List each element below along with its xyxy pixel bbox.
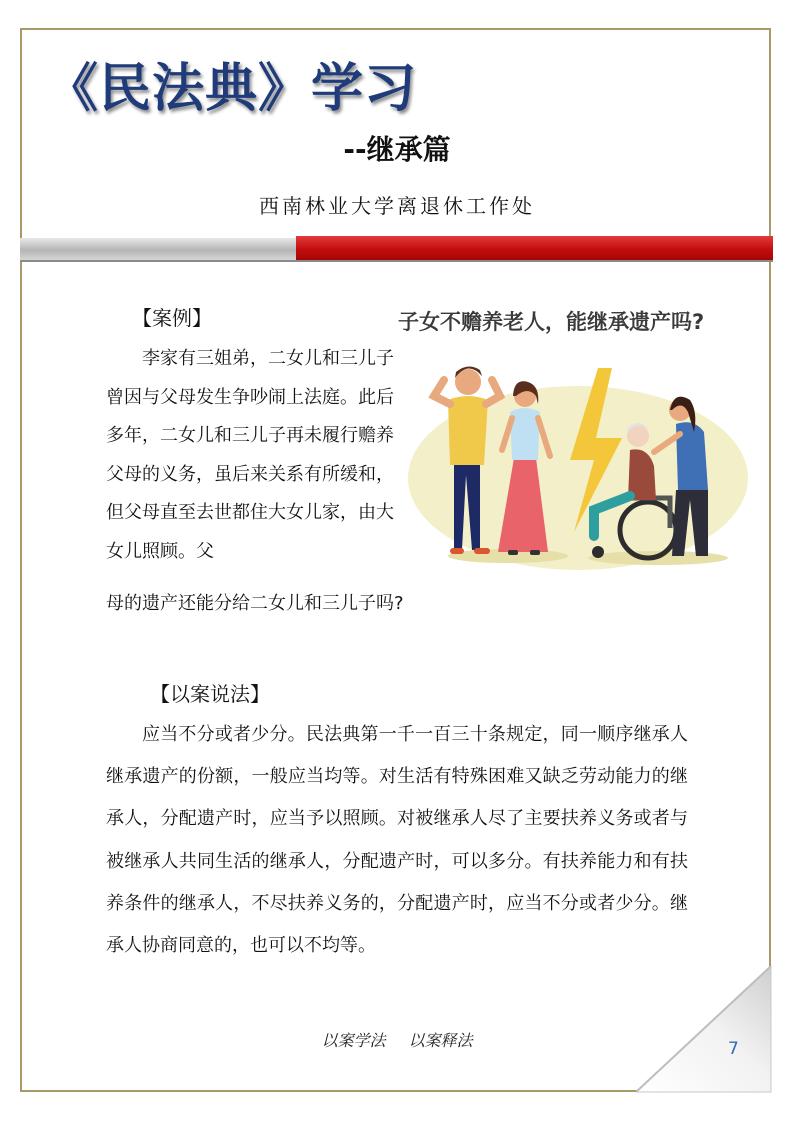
- case-paragraph-tail: 母的遗产还能分给二女儿和三儿子吗?: [106, 593, 404, 614]
- organization-name: 西南林业大学离退休工作处: [259, 194, 535, 218]
- case-illustration: [398, 300, 748, 580]
- sub-title: --继承篇: [343, 133, 451, 166]
- family-conflict-illustration: [398, 300, 748, 580]
- page-number: 7: [728, 1039, 739, 1059]
- header-divider-red: [296, 236, 773, 260]
- header-divider-line: [20, 260, 773, 262]
- law-heading: 【以案说法】: [150, 682, 270, 706]
- footer-motto: 以案学法 以案释法: [321, 1031, 473, 1050]
- case-paragraph: 李家有三姐弟，二女儿和三儿子曾因与父母发生争吵闹上法庭。此后多年，二女儿和三儿子再未履行赡养父母的义务，虽后来关系有所缓和，但父母直至去世都住大女儿家，由大女儿照顾。父: [106, 348, 394, 562]
- law-paragraph: 应当不分或者少分。民法典第一千一百三十条规定，同一顺序继承人继承遗产的份额，一般应当均等。对生活有特殊困难又缺乏劳动能力的继承人，分配遗产时，应当予以照顾。对被继承人尽了主要扶养义务或者与被继承人共同生活的继承人，分配遗产时，可以多分。有扶养能力和有扶养条件的继承人，不尽扶养义务的，分配遗产时，应当不分或者少分。继承人协商同意的，也可以不均等。: [106, 724, 688, 957]
- case-heading: 【案例】: [132, 306, 212, 330]
- illustration-title: 子女不赡养老人，能继承遗产吗?: [398, 310, 705, 334]
- main-title: 《民法典》学习: [46, 58, 418, 119]
- header-divider-gray: [20, 238, 296, 260]
